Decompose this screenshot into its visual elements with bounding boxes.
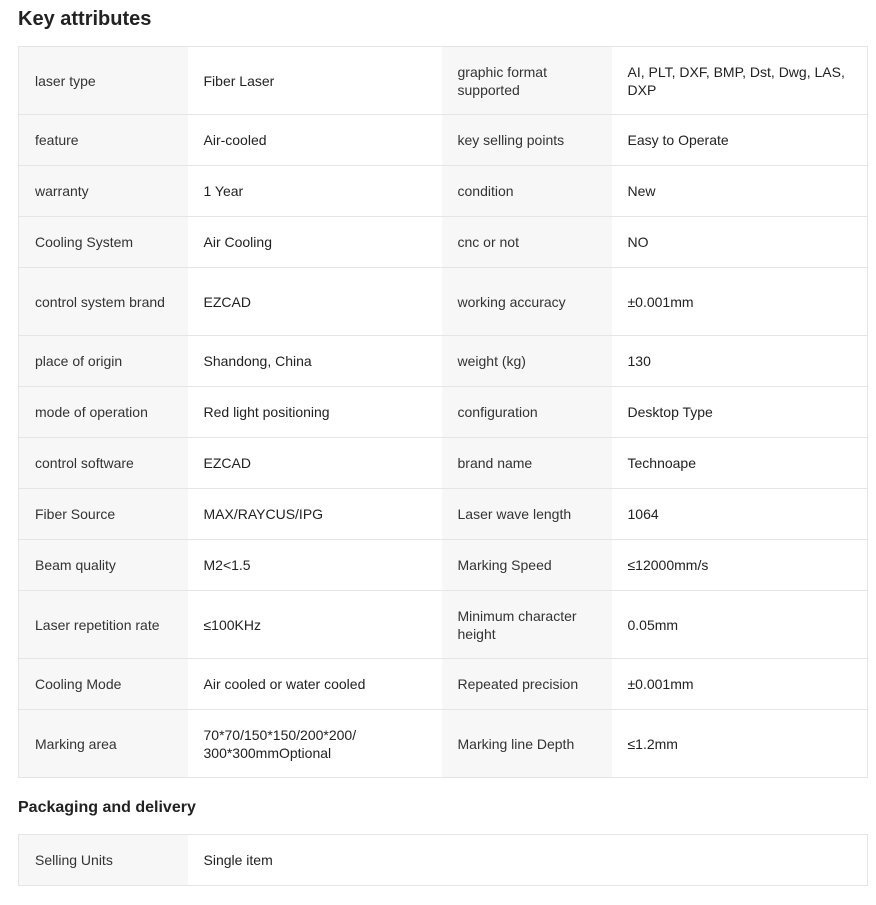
attribute-key: condition xyxy=(442,166,612,217)
attribute-value: 130 xyxy=(612,336,868,387)
table-row xyxy=(19,115,868,166)
attribute-value: 70*70/150*150/200*200/ 300*300mmOptional xyxy=(188,710,442,778)
attribute-key: feature xyxy=(19,115,188,166)
attribute-value: ≤1.2mm xyxy=(612,710,868,778)
attribute-value: Technoape xyxy=(612,438,868,489)
table-row xyxy=(19,268,868,336)
attribute-value: Desktop Type xyxy=(612,387,868,438)
attribute-key: Repeated precision xyxy=(442,659,612,710)
table-row xyxy=(19,217,868,268)
attribute-value: ±0.001mm xyxy=(612,659,868,710)
attribute-value: Shandong, China xyxy=(188,336,442,387)
attribute-key: working accuracy xyxy=(442,268,612,336)
attribute-value: Easy to Operate xyxy=(612,115,868,166)
attribute-key: cnc or not xyxy=(442,217,612,268)
attribute-key: control software xyxy=(19,438,188,489)
attribute-value: Air cooled or water cooled xyxy=(188,659,442,710)
attribute-key: mode of operation xyxy=(19,387,188,438)
attribute-key: Selling Units xyxy=(19,835,188,886)
attribute-key: Marking line Depth xyxy=(442,710,612,778)
attribute-key: brand name xyxy=(442,438,612,489)
table-row xyxy=(19,659,868,710)
attribute-value: 1 Year xyxy=(188,166,442,217)
attribute-key: Cooling Mode xyxy=(19,659,188,710)
attribute-value: ≤100KHz xyxy=(188,591,442,659)
packaging-table xyxy=(18,834,868,886)
attribute-value: 1064 xyxy=(612,489,868,540)
attribute-key: Marking area xyxy=(19,710,188,778)
table-row xyxy=(19,489,868,540)
attribute-key: Laser repetition rate xyxy=(19,591,188,659)
attribute-key: Marking Speed xyxy=(442,540,612,591)
attribute-key: graphic format supported xyxy=(442,47,612,115)
attribute-value: Red light positioning xyxy=(188,387,442,438)
attribute-key: warranty xyxy=(19,166,188,217)
attribute-value: NO xyxy=(612,217,868,268)
attribute-value: New xyxy=(612,166,868,217)
table-row xyxy=(19,540,868,591)
attribute-key: key selling points xyxy=(442,115,612,166)
table-row xyxy=(19,438,868,489)
attribute-value: 0.05mm xyxy=(612,591,868,659)
attribute-value: EZCAD xyxy=(188,438,442,489)
attribute-value: Single item xyxy=(188,835,868,886)
attribute-key: control system brand xyxy=(19,268,188,336)
section-gap xyxy=(18,778,867,798)
attribute-value: AI, PLT, DXF, BMP, Dst, Dwg, LAS, DXP xyxy=(612,47,868,115)
table-row xyxy=(19,166,868,217)
attribute-key: Fiber Source xyxy=(19,489,188,540)
attribute-value: Fiber Laser xyxy=(188,47,442,115)
table-row xyxy=(19,835,868,886)
table-row xyxy=(19,387,868,438)
attribute-key: place of origin xyxy=(19,336,188,387)
attribute-value: EZCAD xyxy=(188,268,442,336)
attribute-value: ≤12000mm/s xyxy=(612,540,868,591)
attribute-key: configuration xyxy=(442,387,612,438)
table-row xyxy=(19,591,868,659)
attribute-key: Laser wave length xyxy=(442,489,612,540)
table-row xyxy=(19,47,868,115)
attribute-value: Air Cooling xyxy=(188,217,442,268)
key-attributes-title: Key attributes xyxy=(18,8,152,30)
key-attributes-table xyxy=(18,46,868,778)
attribute-key: Beam quality xyxy=(19,540,188,591)
attribute-key: laser type xyxy=(19,47,188,115)
attribute-key: Minimum character height xyxy=(442,591,612,659)
packaging-title: Packaging and delivery xyxy=(18,799,196,816)
table-row xyxy=(19,336,868,387)
attribute-value: Air-cooled xyxy=(188,115,442,166)
attribute-value: ±0.001mm xyxy=(612,268,868,336)
attribute-key: Cooling System xyxy=(19,217,188,268)
table-row xyxy=(19,710,868,778)
attribute-value: MAX/RAYCUS/IPG xyxy=(188,489,442,540)
attribute-key: weight (kg) xyxy=(442,336,612,387)
attribute-value: M2<1.5 xyxy=(188,540,442,591)
